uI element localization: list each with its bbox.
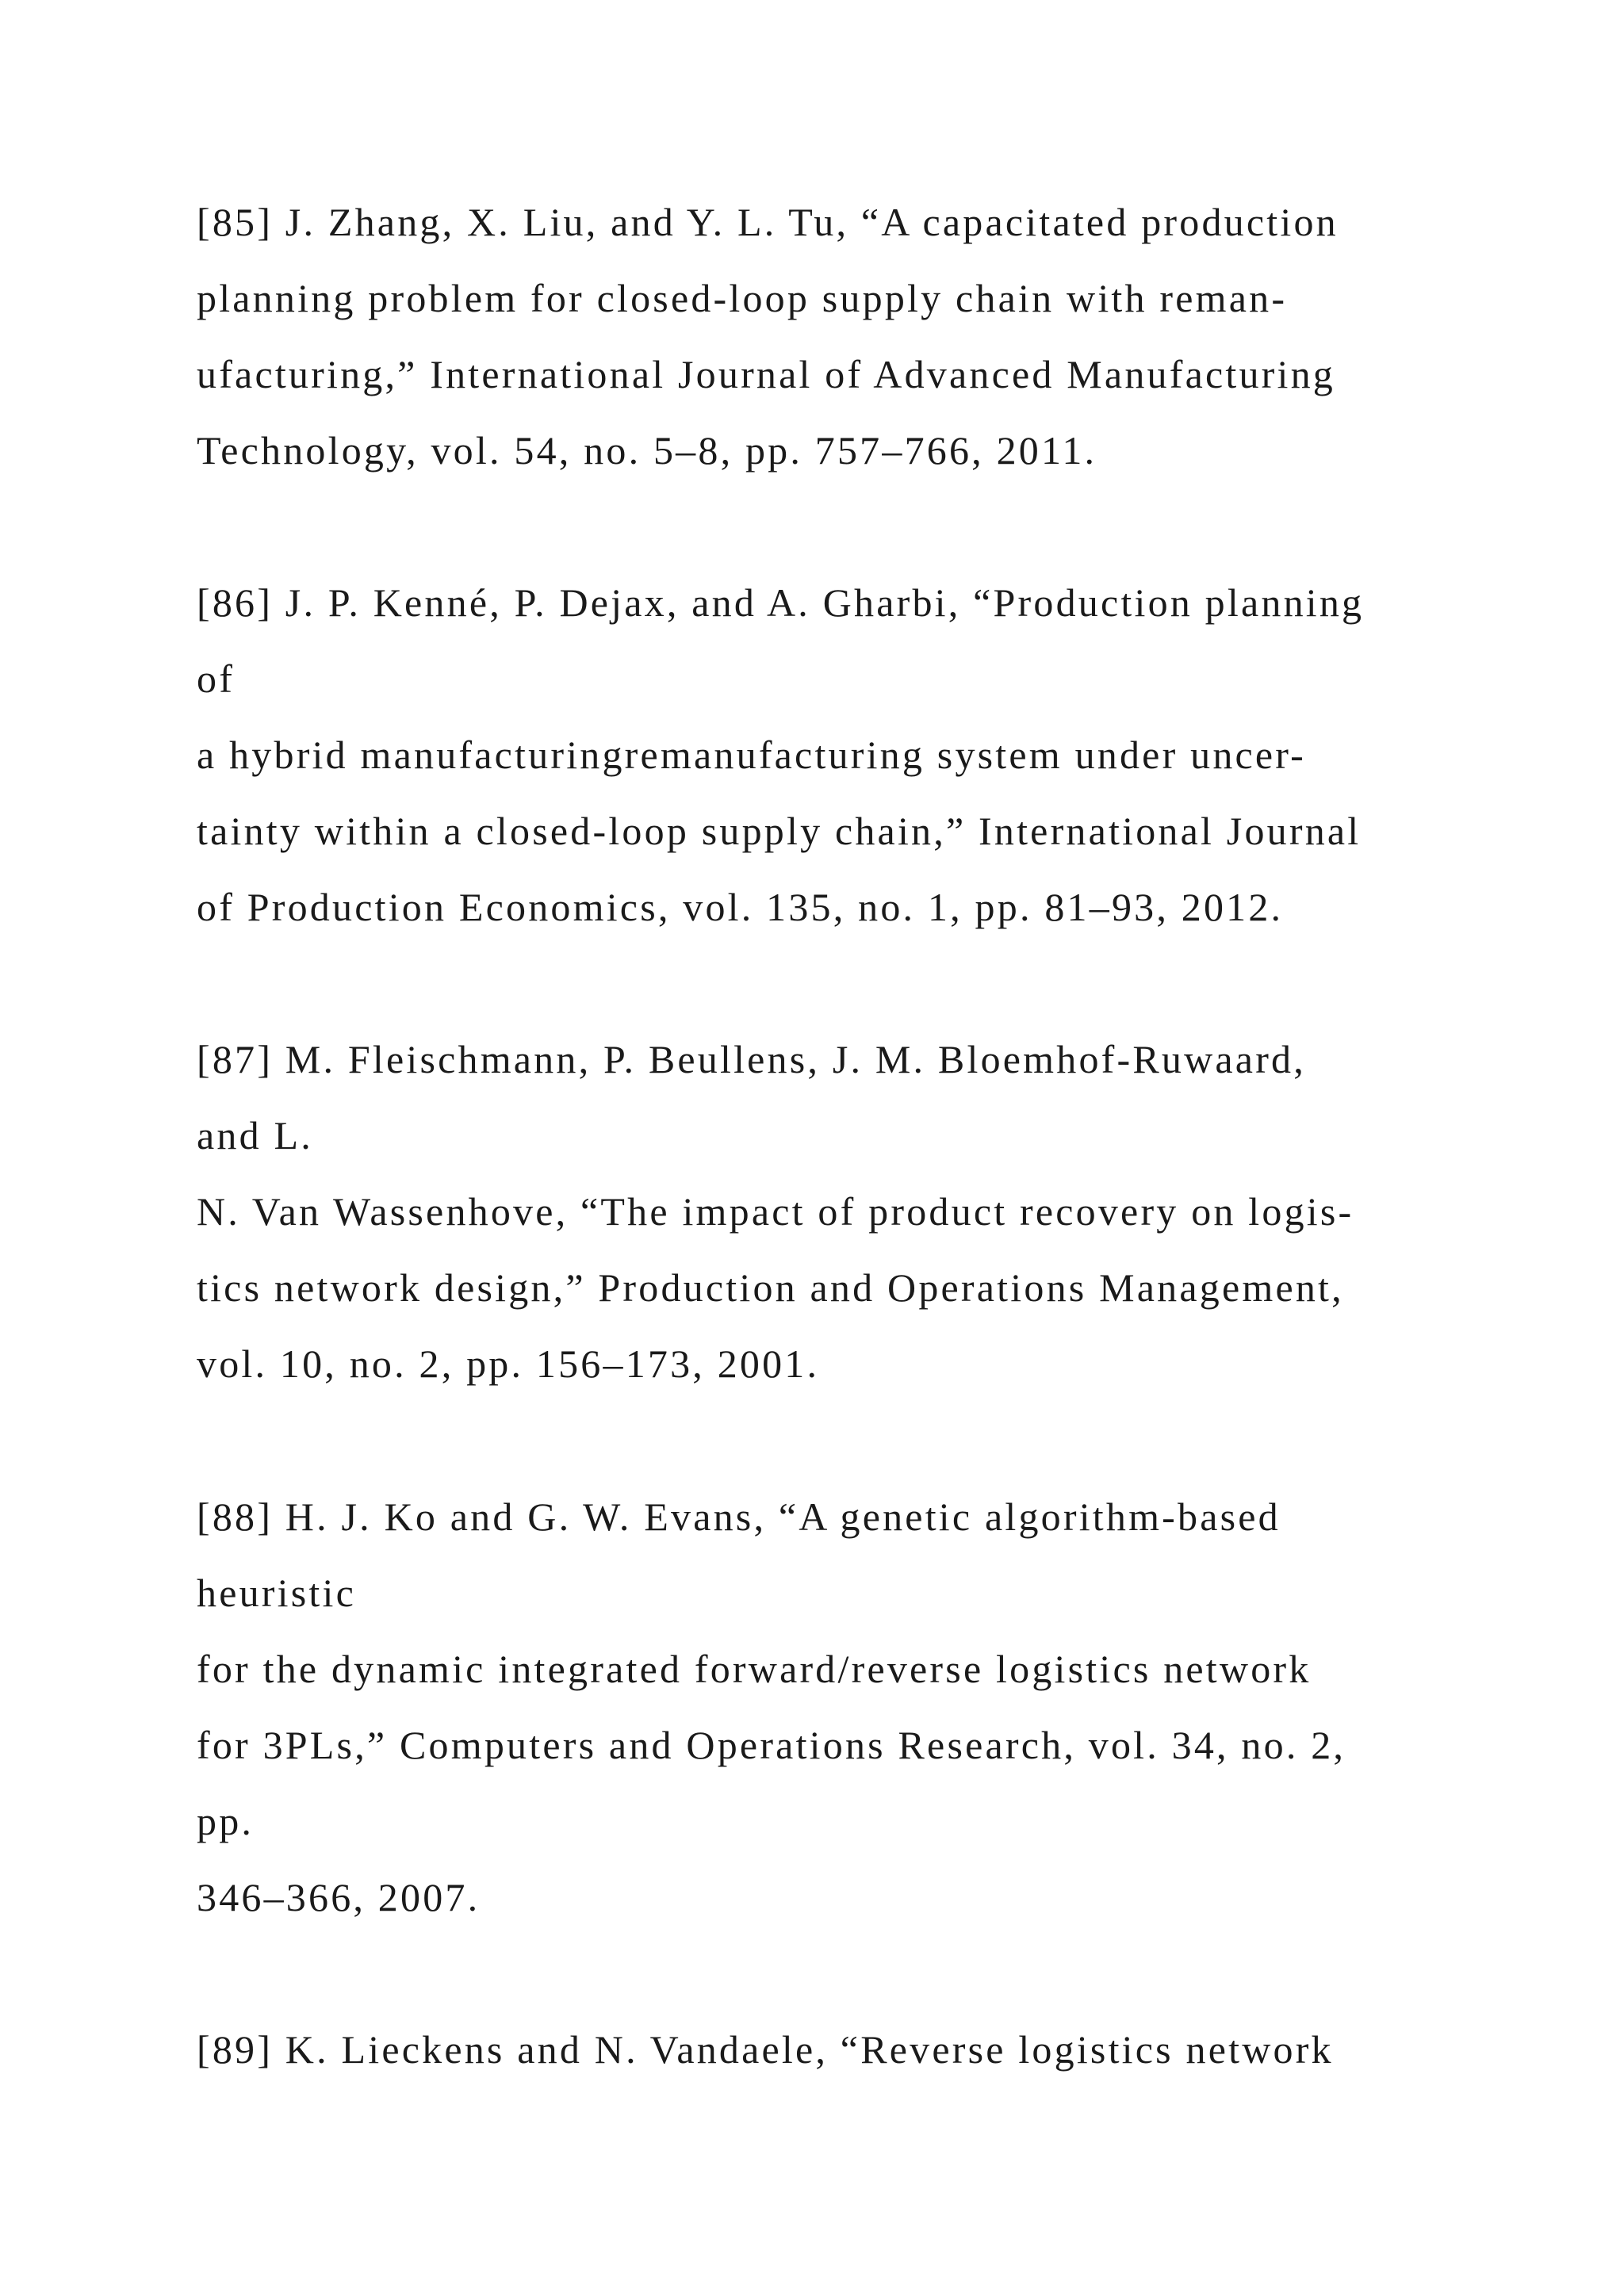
reference-87-line-4: tics network design,” Production and Operations Management, xyxy=(197,1265,1344,1310)
reference-85-line-2: planning problem for closed-loop supply chain with reman- xyxy=(197,276,1288,320)
reference-86-line-3: a hybrid manufacturingremanufacturing system under uncer- xyxy=(197,733,1307,777)
reference-85-line-1: [85] J. Zhang, X. Liu, and Y. L. Tu, “A capacitated production xyxy=(197,200,1339,244)
reference-87-line-1: [87] M. Fleischmann, P. Beullens, J. M. Bloemhof-Ruwaard, xyxy=(197,1037,1306,1081)
reference-89-line-1: [89] K. Lieckens and N. Vandaele, “Reverse logistics network xyxy=(197,2027,1334,2072)
reference-87-line-3: N. Van Wassenhove, “The impact of product recovery on logis- xyxy=(197,1189,1354,1234)
reference-86-line-4: tainty within a closed-loop supply chain,” International Journal xyxy=(197,809,1362,853)
reference-88-line-2: heuristic xyxy=(197,1571,356,1615)
reference-88-line-1: [88] H. J. Ko and G. W. Evans, “A genetic algorithm-based xyxy=(197,1494,1281,1539)
reference-87-line-2: and L. xyxy=(197,1113,313,1158)
reference-86-line-1: [86] J. P. Kenné, P. Dejax, and A. Gharbi, “Production planning xyxy=(197,580,1365,625)
reference-88-line-6: 346–366, 2007. xyxy=(197,1875,481,1919)
reference-87-line-5: vol. 10, no. 2, pp. 156–173, 2001. xyxy=(197,1341,820,1386)
reference-85-line-3: ufacturing,” International Journal of Advanced Manufacturing xyxy=(197,352,1335,396)
reference-88-line-5: pp. xyxy=(197,1799,255,1843)
reference-88-line-4: for 3PLs,” Computers and Operations Research, vol. 34, no. 2, xyxy=(197,1723,1346,1767)
reference-86-line-5: of Production Economics, vol. 135, no. 1, pp. 81–93, 2012. xyxy=(197,885,1284,929)
reference-86-line-2: of xyxy=(197,656,236,701)
reference-85-line-4: Technology, vol. 54, no. 5–8, pp. 757–766, 2011. xyxy=(197,428,1097,473)
reference-88-line-3: for the dynamic integrated forward/reverse logistics network xyxy=(197,1647,1312,1691)
